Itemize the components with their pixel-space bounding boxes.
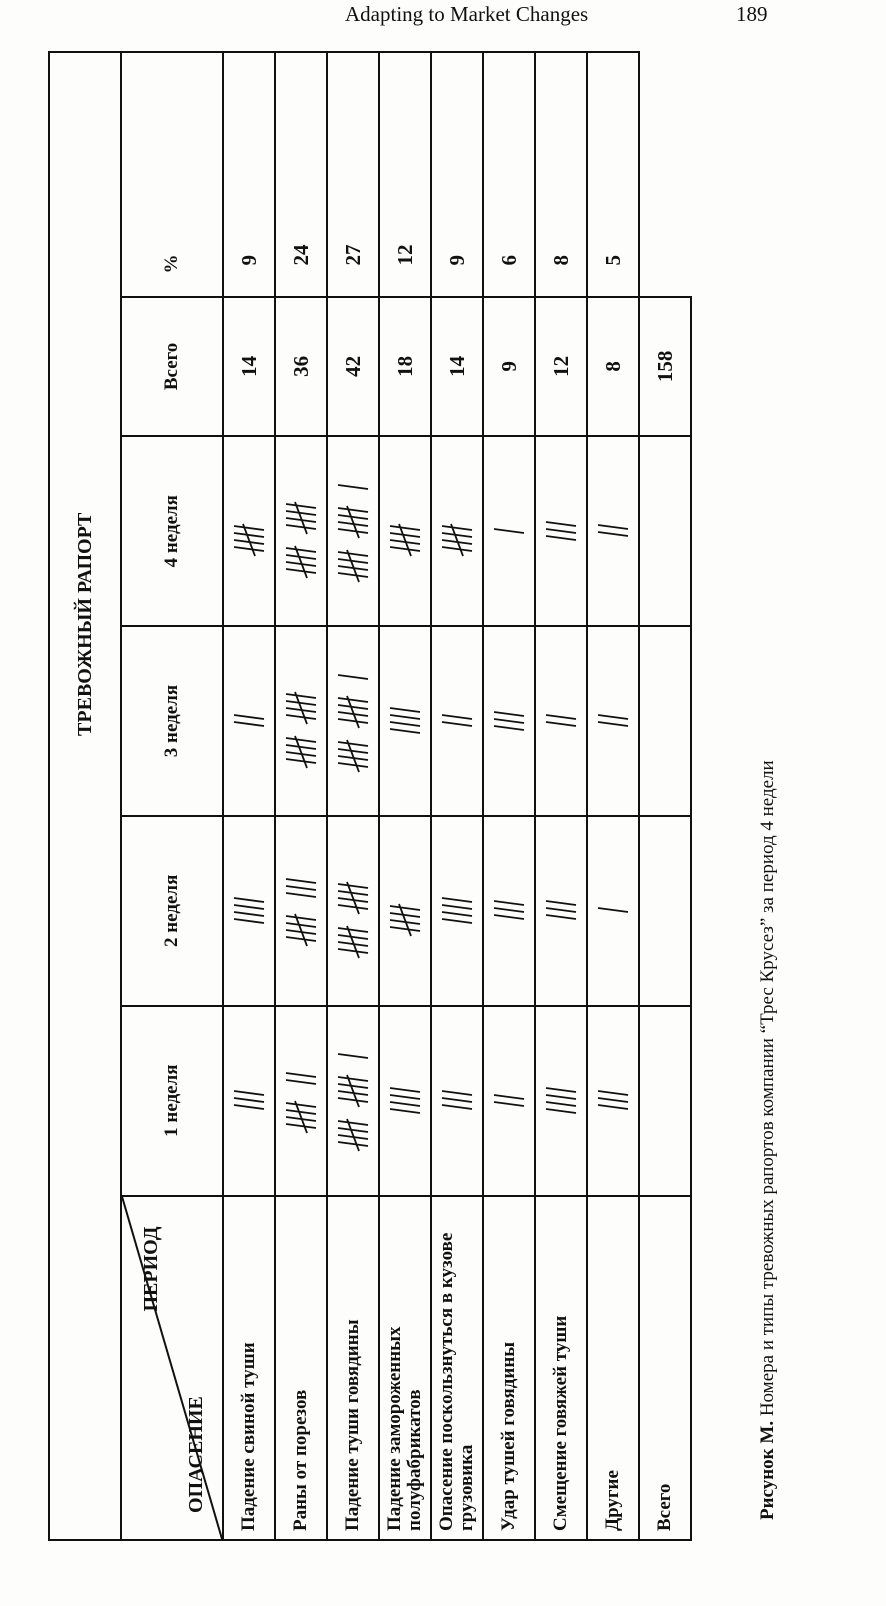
tally-stroke: [442, 547, 472, 551]
tally-stroke: [390, 729, 420, 733]
tally-stroke: [286, 916, 316, 920]
tally-stroke: [390, 526, 420, 530]
tally-marks: [595, 902, 631, 919]
tally-stroke: [390, 715, 420, 719]
tally-stroke: [234, 547, 264, 551]
tally-stroke: [390, 722, 420, 726]
row-percent: 24: [275, 52, 327, 297]
tally-cell: [483, 626, 535, 816]
tally-stroke: [286, 1124, 316, 1128]
alarm-report-table: [48, 51, 692, 1541]
tally-stroke: [546, 1088, 576, 1092]
tally-stroke: [338, 1121, 368, 1125]
tally-cell: [535, 436, 587, 626]
tally-stroke: [234, 1105, 264, 1109]
tally-stroke: [442, 905, 472, 909]
tally-marks: [231, 504, 267, 558]
tally-stroke: [286, 525, 316, 529]
tally-marks: [439, 504, 475, 558]
tally-stroke: [494, 719, 524, 723]
tally-marks: [283, 1067, 319, 1135]
tally-cell: [587, 626, 639, 816]
tally-cell: [223, 436, 275, 626]
tally-cell: [431, 816, 483, 1006]
hazard-label: Удар тушей говядины: [483, 1196, 535, 1540]
empty-cell: [639, 816, 691, 1006]
tally-stroke: [598, 1091, 628, 1095]
tally-stroke: [338, 508, 368, 512]
tally-stroke: [494, 726, 524, 730]
tally-cell: [275, 436, 327, 626]
tally-stroke: [494, 908, 524, 912]
tally-stroke: [234, 1098, 264, 1102]
tally-marks: [439, 709, 475, 733]
tally-stroke: [338, 891, 368, 895]
tally-stroke: [234, 1091, 264, 1095]
column-header: Всего: [121, 297, 223, 437]
tally-stroke: [234, 898, 264, 902]
row-percent: 8: [535, 52, 587, 297]
tally-stroke: [598, 715, 628, 719]
tally-stroke: [234, 526, 264, 530]
tally-stroke: [286, 893, 316, 897]
tally-stroke: [390, 927, 420, 931]
tally-stroke: [546, 522, 576, 526]
tally-stroke: [338, 675, 368, 679]
tally-stroke: [390, 1109, 420, 1113]
running-head: Adapting to Market Changes: [345, 2, 589, 26]
tally-cell: [431, 1006, 483, 1196]
tally-stroke: [494, 1102, 524, 1106]
tally-marks: [491, 895, 527, 926]
empty-cell: [639, 52, 691, 297]
tally-cell: [535, 816, 587, 1006]
tally-stroke: [338, 1128, 368, 1132]
tally-stroke: [546, 1102, 576, 1106]
table-title-spacer: [49, 1196, 121, 1540]
tally-stroke: [546, 529, 576, 533]
row-percent: 9: [223, 52, 275, 297]
tally-stroke: [494, 901, 524, 905]
tally-stroke: [286, 937, 316, 941]
tally-marks: [491, 1089, 527, 1113]
tally-stroke: [286, 715, 316, 719]
row-percent: 12: [379, 52, 431, 297]
tally-stroke: [390, 913, 420, 917]
tally-stroke: [234, 919, 264, 923]
tally-stroke: [546, 901, 576, 905]
column-header: 1 неделя: [121, 1006, 223, 1196]
column-header: 4 неделя: [121, 436, 223, 626]
tally-cell: [431, 436, 483, 626]
tally-stroke: [338, 928, 368, 932]
tally-cell: [223, 816, 275, 1006]
tally-stroke: [338, 698, 368, 702]
tally-stroke: [546, 1095, 576, 1099]
tally-cell: [587, 436, 639, 626]
tally-stroke: [442, 722, 472, 726]
tally-cell: [587, 816, 639, 1006]
tally-stroke: [598, 1098, 628, 1102]
tally-marks: [231, 892, 267, 930]
tally-stroke: [286, 745, 316, 749]
tally-cell: [327, 436, 379, 626]
tally-stroke: [286, 738, 316, 742]
tally-stroke: [234, 533, 264, 537]
tally-cell: [327, 816, 379, 1006]
tally-stroke: [286, 511, 316, 515]
table-row: [223, 52, 275, 1540]
tally-stroke: [338, 559, 368, 563]
table-row: [587, 52, 639, 1540]
tally-stroke: [338, 763, 368, 767]
column-header: %: [121, 52, 223, 297]
tally-stroke: [338, 719, 368, 723]
tally-stroke: [442, 919, 472, 923]
tally-stroke: [390, 1088, 420, 1092]
tally-cell: [379, 626, 431, 816]
tally-marks: [387, 884, 423, 938]
tally-cell: [223, 626, 275, 816]
tally-marks: [491, 523, 527, 540]
total-row: [639, 52, 691, 1540]
empty-cell: [639, 436, 691, 626]
column-header: 3 неделя: [121, 626, 223, 816]
tally-stroke: [598, 1105, 628, 1109]
tally-cell: [275, 816, 327, 1006]
tally-stroke: [442, 715, 472, 719]
tally-stroke: [598, 908, 628, 912]
tally-stroke: [338, 935, 368, 939]
tally-stroke: [546, 715, 576, 719]
tally-stroke: [286, 555, 316, 559]
tally-marks: [595, 519, 631, 543]
tally-stroke: [338, 1084, 368, 1088]
tally-marks: [491, 706, 527, 737]
rotated-table-wrapper: [48, 51, 688, 1541]
table-row: [327, 52, 379, 1540]
tally-stroke: [442, 898, 472, 902]
tally-stroke: [390, 547, 420, 551]
tally-stroke: [286, 1080, 316, 1084]
tally-stroke: [338, 749, 368, 753]
empty-cell: [639, 1006, 691, 1196]
tally-stroke: [286, 1073, 316, 1077]
tally-marks: [283, 672, 319, 770]
empty-cell: [639, 626, 691, 816]
grand-total: 158: [639, 297, 691, 437]
tally-stroke: [390, 708, 420, 712]
tally-cell: [379, 1006, 431, 1196]
tally-cell: [587, 1006, 639, 1196]
tally-marks: [335, 862, 371, 960]
tally-marks: [387, 702, 423, 740]
hazard-label: Другие: [587, 1196, 639, 1540]
row-total: 36: [275, 297, 327, 437]
tally-marks: [335, 1048, 371, 1153]
tally-stroke: [338, 1142, 368, 1146]
tally-stroke: [234, 722, 264, 726]
tally-marks: [439, 1085, 475, 1116]
tally-stroke: [442, 526, 472, 530]
tally-stroke: [338, 1077, 368, 1081]
tally-marks: [543, 895, 579, 926]
tally-stroke: [338, 905, 368, 909]
tally-stroke: [546, 722, 576, 726]
tally-stroke: [338, 515, 368, 519]
tally-marks: [231, 1085, 267, 1116]
tally-stroke: [442, 533, 472, 537]
tally-cell: [327, 1006, 379, 1196]
tally-stroke: [598, 722, 628, 726]
corner-label-period: ПЕРИОД: [140, 1226, 162, 1312]
tally-stroke: [390, 1095, 420, 1099]
tally-stroke: [390, 906, 420, 910]
tally-marks: [283, 873, 319, 948]
tally-stroke: [286, 694, 316, 698]
figure-caption: [757, 690, 779, 1520]
tally-stroke: [286, 1103, 316, 1107]
tally-marks: [543, 709, 579, 733]
tally-stroke: [546, 1109, 576, 1113]
tally-marks: [231, 709, 267, 733]
table-title: ТРЕВОЖНЫЙ РАПОРТ: [49, 52, 121, 1196]
tally-marks: [543, 516, 579, 547]
row-total: 12: [535, 297, 587, 437]
tally-cell: [327, 626, 379, 816]
tally-stroke: [494, 712, 524, 716]
row-total: 9: [483, 297, 535, 437]
page-number: 189: [736, 2, 768, 26]
hazard-label: Смещение говяжей туши: [535, 1196, 587, 1540]
corner-label-hazard: ОПАСЕНИЕ: [185, 1396, 207, 1513]
tally-stroke: [286, 569, 316, 573]
tally-marks: [387, 1082, 423, 1120]
tally-stroke: [442, 1105, 472, 1109]
tally-stroke: [338, 529, 368, 533]
tally-marks: [595, 1085, 631, 1116]
tally-stroke: [338, 884, 368, 888]
table-row: [535, 52, 587, 1540]
corner-header: [121, 1196, 223, 1540]
tally-stroke: [598, 525, 628, 529]
tally-cell: [535, 1006, 587, 1196]
tally-stroke: [286, 886, 316, 890]
row-percent: 9: [431, 52, 483, 297]
tally-stroke: [598, 532, 628, 536]
tally-stroke: [546, 908, 576, 912]
tally-cell: [483, 436, 535, 626]
tally-stroke: [494, 1095, 524, 1099]
tally-marks: [595, 709, 631, 733]
tally-stroke: [234, 905, 264, 909]
hazard-label: Падение туши говядины: [327, 1196, 379, 1540]
hazard-label: Раны от порезов: [275, 1196, 327, 1540]
tally-stroke: [286, 701, 316, 705]
tally-stroke: [338, 552, 368, 556]
tally-cell: [379, 816, 431, 1006]
tally-stroke: [338, 949, 368, 953]
tally-stroke: [234, 912, 264, 916]
caption-text: Номера и типы тревожных рапортов компании “Трес Крусез” за период 4 недели: [757, 760, 778, 1421]
table-row: [275, 52, 327, 1540]
row-total: 14: [223, 297, 275, 437]
table-row: [483, 52, 535, 1540]
tally-stroke: [286, 548, 316, 552]
row-total: 42: [327, 297, 379, 437]
tally-marks: [543, 1082, 579, 1120]
tally-stroke: [286, 504, 316, 508]
tally-stroke: [546, 915, 576, 919]
caption-label: Рисунок М.: [757, 1420, 778, 1520]
total-label: Всего: [639, 1196, 691, 1540]
tally-stroke: [442, 1098, 472, 1102]
tally-stroke: [338, 1098, 368, 1102]
hazard-label: Опасение поскользнуться в кузове грузовика: [431, 1196, 483, 1540]
tally-marks: [387, 504, 423, 558]
tally-stroke: [338, 573, 368, 577]
column-header: 2 неделя: [121, 816, 223, 1006]
tally-stroke: [286, 879, 316, 883]
tally-cell: [275, 626, 327, 816]
table-row: [431, 52, 483, 1540]
tally-marks: [439, 892, 475, 930]
row-percent: 5: [587, 52, 639, 297]
tally-stroke: [494, 529, 524, 533]
tally-stroke: [234, 715, 264, 719]
tally-stroke: [390, 1102, 420, 1106]
tally-cell: [535, 626, 587, 816]
tally-stroke: [286, 923, 316, 927]
hazard-label: Падение свиной туши: [223, 1196, 275, 1540]
tally-stroke: [338, 1054, 368, 1058]
row-percent: 6: [483, 52, 535, 297]
tally-cell: [379, 436, 431, 626]
tally-cell: [483, 1006, 535, 1196]
row-total: 18: [379, 297, 431, 437]
tally-stroke: [338, 485, 368, 489]
row-percent: 27: [327, 52, 379, 297]
tally-stroke: [286, 759, 316, 763]
row-total: 14: [431, 297, 483, 437]
tally-marks: [283, 482, 319, 580]
tally-stroke: [442, 912, 472, 916]
tally-marks: [335, 479, 371, 584]
table-row: [379, 52, 431, 1540]
tally-stroke: [338, 705, 368, 709]
row-total: 8: [587, 297, 639, 437]
tally-stroke: [338, 742, 368, 746]
tally-stroke: [442, 1091, 472, 1095]
tally-stroke: [546, 536, 576, 540]
tally-stroke: [390, 533, 420, 537]
tally-cell: [223, 1006, 275, 1196]
tally-cell: [431, 626, 483, 816]
hazard-label: Падение замороженных полуфабрикатов: [379, 1196, 431, 1540]
tally-cell: [275, 1006, 327, 1196]
tally-cell: [483, 816, 535, 1006]
tally-stroke: [494, 915, 524, 919]
tally-stroke: [286, 1110, 316, 1114]
tally-marks: [335, 669, 371, 774]
